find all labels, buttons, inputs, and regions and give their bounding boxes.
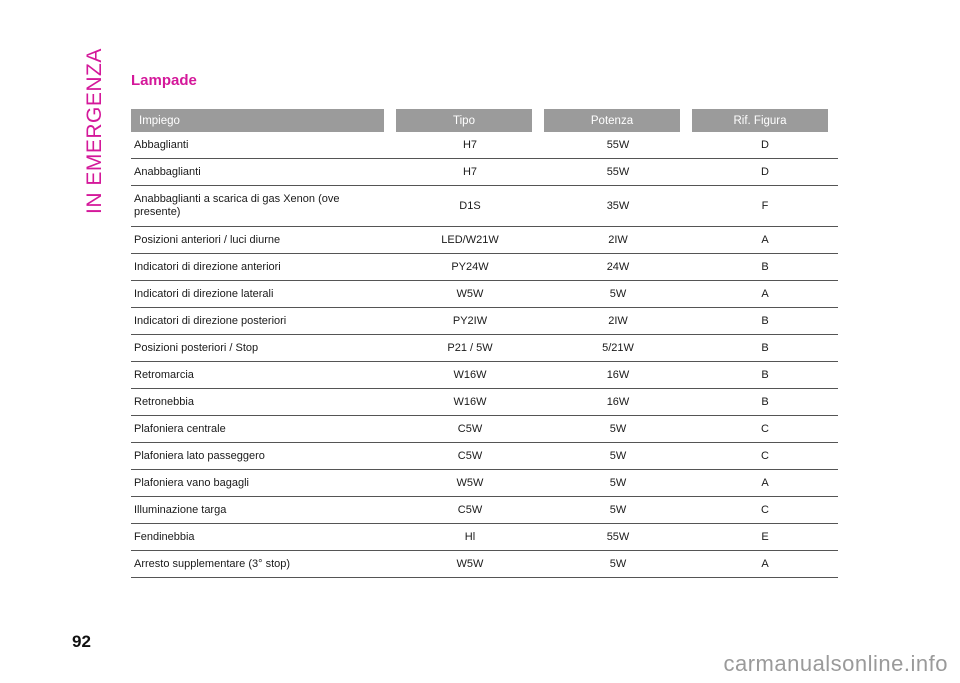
cell-tipo: C5W — [457, 423, 483, 435]
cell-impiego: Fendinebbia — [134, 530, 195, 543]
cell-impiego: Posizioni anteriori / luci diurne — [134, 233, 281, 246]
cell-impiego: Plafoniera lato passeggero — [134, 449, 265, 462]
cell-tipo: D1S — [459, 200, 481, 212]
cell-rif-figura: A — [761, 288, 769, 300]
cell-tipo: W16W — [453, 396, 487, 408]
cell-tipo: W5W — [456, 558, 484, 570]
cell-impiego: Indicatori di direzione posteriori — [134, 314, 287, 327]
cell-impiego: Plafoniera centrale — [134, 422, 226, 435]
table-row — [131, 416, 838, 443]
section-title: Lampade — [131, 72, 197, 89]
table-row — [131, 132, 838, 159]
lamp-table — [131, 109, 838, 578]
watermark: carmanualsonline.info — [723, 651, 948, 676]
cell-potenza: 55W — [606, 166, 630, 178]
cell-potenza: 55W — [606, 139, 630, 151]
cell-rif-figura: E — [761, 531, 769, 543]
table-row — [131, 551, 838, 578]
cell-rif-figura: B — [761, 369, 769, 381]
cell-rif-figura: D — [761, 139, 769, 151]
cell-potenza: 5/21W — [602, 342, 634, 354]
cell-impiego: Posizioni posteriori / Stop — [134, 341, 259, 354]
cell-impiego: Anabbaglianti a scarica di gas Xenon (ove presente) — [134, 193, 340, 218]
header-impiego: Impiego — [131, 109, 384, 132]
cell-rif-figura: B — [761, 396, 769, 408]
cell-impiego: Plafoniera vano bagagli — [134, 476, 249, 489]
header-potenza: Potenza — [544, 109, 680, 132]
cell-rif-figura: B — [761, 261, 769, 273]
cell-rif-figura: F — [761, 200, 769, 212]
cell-tipo: W16W — [453, 369, 487, 381]
cell-rif-figura: A — [761, 558, 769, 570]
header-gap — [384, 109, 396, 132]
table-header — [131, 109, 838, 132]
cell-rif-figura: A — [761, 234, 769, 246]
cell-potenza: 16W — [606, 396, 630, 408]
cell-potenza: 35W — [606, 200, 630, 212]
cell-potenza: 16W — [606, 369, 630, 381]
cell-rif-figura: B — [761, 315, 769, 327]
table-row — [131, 470, 838, 497]
table-row — [131, 186, 838, 227]
cell-rif-figura: D — [761, 166, 769, 178]
cell-potenza: 2IW — [608, 315, 628, 327]
cell-tipo: H7 — [462, 139, 478, 151]
cell-impiego: Indicatori di direzione anteriori — [134, 260, 281, 273]
cell-potenza: 5W — [609, 504, 627, 516]
table-row — [131, 389, 838, 416]
cell-tipo: PY2IW — [452, 315, 488, 327]
cell-rif-figura: C — [761, 504, 769, 516]
table-row — [131, 497, 838, 524]
table-row — [131, 362, 838, 389]
table-row — [131, 281, 838, 308]
cell-potenza: 24W — [606, 261, 630, 273]
table-row — [131, 443, 838, 470]
table-row — [131, 159, 838, 186]
table-row — [131, 335, 838, 362]
cell-tipo: H7 — [462, 166, 478, 178]
cell-impiego: Illuminazione targa — [134, 503, 227, 516]
cell-impiego: Indicatori di direzione laterali — [134, 287, 274, 300]
cell-tipo: Hl — [464, 531, 476, 543]
header-rif-figura: Rif. Figura — [692, 109, 828, 132]
cell-impiego: Anabbaglianti — [134, 165, 201, 178]
cell-tipo: W5W — [456, 288, 484, 300]
cell-potenza: 5W — [609, 450, 627, 462]
cell-tipo: C5W — [457, 504, 483, 516]
header-tipo: Tipo — [396, 109, 532, 132]
cell-rif-figura: C — [761, 423, 769, 435]
section-side-title: IN EMERGENZA — [83, 48, 106, 214]
cell-potenza: 5W — [609, 477, 627, 489]
table-row — [131, 227, 838, 254]
table-row — [131, 308, 838, 335]
cell-tipo: W5W — [456, 477, 484, 489]
page-number: 92 — [72, 632, 91, 651]
cell-tipo: PY24W — [451, 261, 489, 273]
cell-potenza: 2IW — [608, 234, 628, 246]
cell-potenza: 5W — [609, 288, 627, 300]
cell-potenza: 5W — [609, 558, 627, 570]
header-gap — [532, 109, 544, 132]
header-gap — [680, 109, 692, 132]
cell-rif-figura: A — [761, 477, 769, 489]
cell-impiego: Retronebbia — [134, 395, 194, 408]
cell-potenza: 5W — [609, 423, 627, 435]
cell-tipo: C5W — [457, 450, 483, 462]
cell-rif-figura: B — [761, 342, 769, 354]
table-row — [131, 524, 838, 551]
cell-impiego: Arresto supplementare (3° stop) — [134, 557, 291, 570]
cell-tipo: P21 / 5W — [447, 342, 493, 354]
cell-impiego: Abbaglianti — [134, 138, 189, 151]
table-body — [131, 132, 838, 578]
cell-potenza: 55W — [606, 531, 630, 543]
table-row — [131, 254, 838, 281]
cell-impiego: Retromarcia — [134, 368, 194, 381]
cell-tipo: LED/W21W — [441, 234, 499, 246]
cell-rif-figura: C — [761, 450, 769, 462]
